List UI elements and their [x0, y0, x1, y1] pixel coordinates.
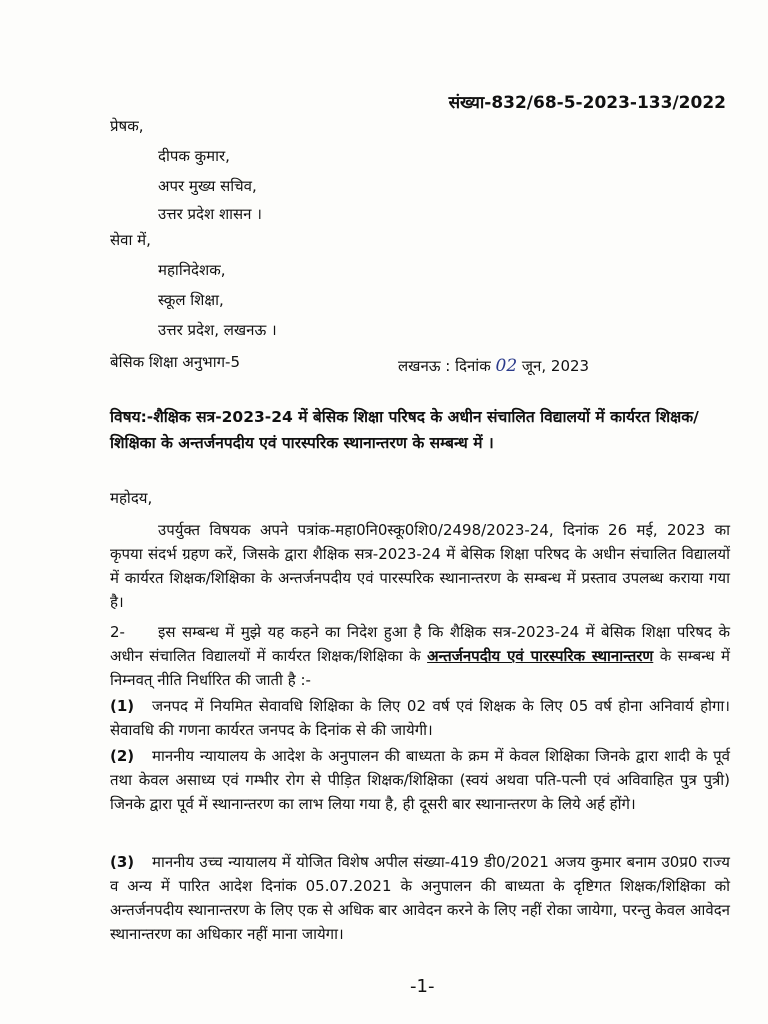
date-day: 02	[495, 356, 518, 376]
date-suffix: जून, 2023	[521, 357, 590, 375]
paragraph-1: उपर्युक्त विषयक अपने पत्रांक-महा0नि0स्कू0शि0/2498/2023-24, दिनांक 26 मई, 2023 का कृपया संदर्भ ग्रहण करें, जिसके द्वारा शैक्षिक सत्र-2023-24 में बेसिक शिक्षा परिषद के अधीन संचालित विद्यालयों में कार्यरत शिक्षक/शिक्षिका के अन्तर्जनपदीय एवं पारस्परिक स्थानान्तरण के सम्बन्ध में प्रस्ताव उपलब्ध कराया गया है।	[110, 521, 730, 611]
recipient-place: उत्तर प्रदेश, लखनऊ ।	[158, 321, 277, 339]
point-1	[110, 694, 730, 742]
point-1-text: जनपद में नियमित सेवावधि शिक्षिका के लिए 02 वर्ष एवं शिक्षक के लिए 05 वर्ष होना अनिवार्य होगा। सेवावधि की गणना कार्यरत जनपद के दिनांक से की जायेगी।	[110, 697, 730, 739]
point-2-text: माननीय न्यायालय के आदेश के अनुपालन की बाध्यता के क्रम में केवल शिक्षिका जिनके द्वारा शादी के पूर्व तथा केवल असाध्य एवं गम्भीर रोग से पीड़ित शिक्षक/शिक्षिका (स्वयं अथवा पति-पत्नी एवं अविवाहित पुत्र पुत्री) जिनके द्वारा पूर्व में स्थानान्तरण का लाभ लिया गया है, ही दूसरी बार स्थानान्तरण के लिये अर्ह होंगे।	[110, 747, 730, 813]
point-2	[110, 744, 730, 816]
paragraph-2-text-after: के सम्बन्ध में निम्नवत् नीति निर्धारित की जाती है :-	[110, 647, 730, 689]
point-2-number: (2)	[110, 747, 135, 765]
point-3	[110, 850, 730, 946]
point-3-number: (3)	[110, 853, 135, 871]
page-number: -1-	[410, 976, 435, 997]
recipient-name: महानिदेशक,	[158, 261, 226, 279]
subject: विषय:-शैक्षिक सत्र-2023-24 में बेसिक शिक्षा परिषद के अधीन संचालित विद्यालयों में कार्यरत शिक्षक/शिक्षिका के अन्तर्जनपदीय एवं पारस्परिक स्थानान्तरण के सम्बन्ध में ।	[110, 408, 699, 452]
date-prefix: लखनऊ : दिनांक	[398, 357, 491, 375]
paragraph-2-text-before: इस सम्बन्ध में मुझे यह कहने का निदेश हुआ है कि शैक्षिक सत्र-2023-24 में बेसिक शिक्षा परिषद के अधीन संचालित विद्यालयों में कार्यरत शिक्षक/शिक्षिका के	[110, 623, 730, 665]
sender-label: प्रेषक,	[110, 117, 144, 135]
letter-date	[398, 356, 589, 376]
sender-office: उत्तर प्रदेश शासन ।	[158, 205, 262, 223]
point-3-text: माननीय उच्च न्यायालय में योजित विशेष अपील संख्या-419 डी0/2021 अजय कुमार बनाम उ0प्र0 राज्य व अन्य में पारित आदेश दिनांक 05.07.2021 के अनुपालन की बाध्यता के दृष्टिगत शिक्षक/शिक्षिका को अन्तर्जनपदीय स्थानान्तरण के लिए एक से अधिक बार आवेदन करने के लिए नहीं रोका जायेगा, परन्तु केवल आवेदन स्थानान्तरण का अधिकार नहीं माना जायेगा।	[110, 853, 730, 943]
section-name: बेसिक शिक्षा अनुभाग-5	[110, 353, 240, 371]
recipient-department: स्कूल शिक्षा,	[158, 291, 224, 309]
paragraph-2	[110, 620, 730, 692]
sender-name: दीपक कुमार,	[158, 147, 230, 165]
paragraph-2-underlined: अन्तर्जनपदीय एवं पारस्परिक स्थानान्तरण	[427, 647, 654, 665]
recipient-label: सेवा में,	[110, 231, 151, 249]
salutation: महोदय,	[110, 489, 153, 507]
reference-number: संख्या-832/68-5-2023-133/2022	[448, 93, 726, 113]
point-1-number: (1)	[110, 697, 135, 715]
sender-designation: अपर मुख्य सचिव,	[158, 177, 257, 195]
paragraph-2-number: 2-	[110, 623, 125, 641]
